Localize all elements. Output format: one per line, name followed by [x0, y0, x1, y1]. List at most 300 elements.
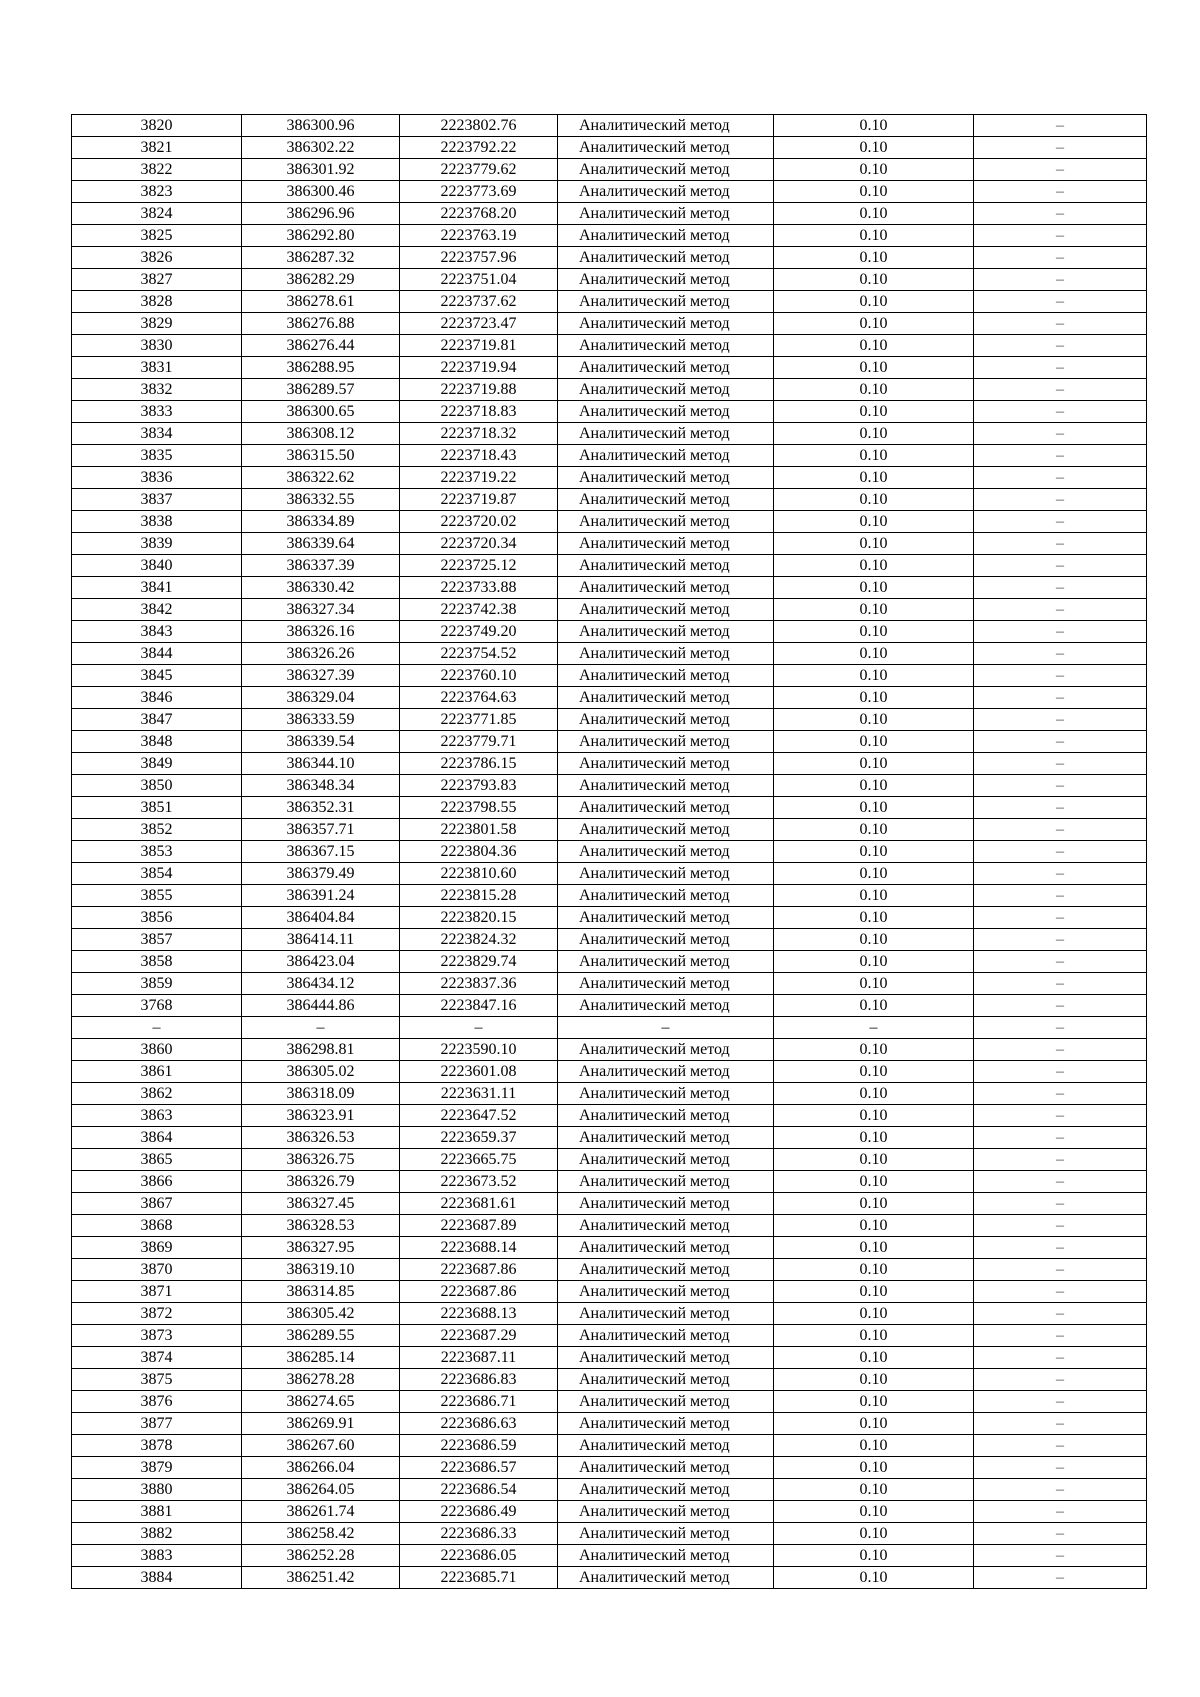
y-coordinate-cell: 2223601.08 [400, 1061, 558, 1083]
table-row [72, 313, 1147, 335]
table-row [72, 291, 1147, 313]
point-number-cell: 3868 [72, 1215, 242, 1237]
note-cell: – [974, 1369, 1147, 1391]
note-cell: – [974, 137, 1147, 159]
note-cell: – [974, 973, 1147, 995]
x-coordinate-cell: 386326.16 [242, 621, 400, 643]
accuracy-cell: 0.10 [774, 731, 974, 753]
note-cell: – [974, 907, 1147, 929]
note-cell: – [974, 379, 1147, 401]
y-coordinate-cell: 2223631.11 [400, 1083, 558, 1105]
method-cell: Аналитический метод [558, 247, 774, 269]
table-row [72, 445, 1147, 467]
method-cell: Аналитический метод [558, 775, 774, 797]
method-cell: Аналитический метод [558, 1523, 774, 1545]
x-coordinate-cell: 386352.31 [242, 797, 400, 819]
point-number-cell: 3883 [72, 1545, 242, 1567]
note-cell: – [974, 1259, 1147, 1281]
y-coordinate-cell: 2223719.22 [400, 467, 558, 489]
point-number-cell: 3880 [72, 1479, 242, 1501]
note-cell: – [974, 687, 1147, 709]
method-cell: Аналитический метод [558, 907, 774, 929]
note-cell: – [974, 1413, 1147, 1435]
method-cell: Аналитический метод [558, 1281, 774, 1303]
y-coordinate-cell: 2223687.86 [400, 1259, 558, 1281]
note-cell: – [974, 203, 1147, 225]
table-row [72, 1303, 1147, 1325]
x-coordinate-cell: 386278.28 [242, 1369, 400, 1391]
note-cell: – [974, 555, 1147, 577]
accuracy-cell: 0.10 [774, 687, 974, 709]
accuracy-cell: 0.10 [774, 951, 974, 973]
method-cell: Аналитический метод [558, 137, 774, 159]
accuracy-cell: 0.10 [774, 1567, 974, 1589]
y-coordinate-cell: 2223719.88 [400, 379, 558, 401]
table-row [72, 379, 1147, 401]
x-coordinate-cell: 386339.54 [242, 731, 400, 753]
accuracy-cell: 0.10 [774, 863, 974, 885]
point-number-cell: 3882 [72, 1523, 242, 1545]
note-cell: – [974, 225, 1147, 247]
method-cell: Аналитический метод [558, 1105, 774, 1127]
note-cell: – [974, 841, 1147, 863]
x-coordinate-cell: 386434.12 [242, 973, 400, 995]
table-row [72, 753, 1147, 775]
table-row [72, 467, 1147, 489]
accuracy-cell: 0.10 [774, 643, 974, 665]
table-row [72, 1039, 1147, 1061]
method-cell: Аналитический метод [558, 445, 774, 467]
y-coordinate-cell: 2223719.81 [400, 335, 558, 357]
point-number-cell: 3822 [72, 159, 242, 181]
table-row [72, 1567, 1147, 1589]
accuracy-cell: 0.10 [774, 1501, 974, 1523]
method-cell: Аналитический метод [558, 797, 774, 819]
table-row [72, 159, 1147, 181]
accuracy-cell: 0.10 [774, 225, 974, 247]
point-number-cell: 3847 [72, 709, 242, 731]
point-number-cell: 3826 [72, 247, 242, 269]
point-number-cell: 3877 [72, 1413, 242, 1435]
point-number-cell: 3864 [72, 1127, 242, 1149]
accuracy-cell: 0.10 [774, 1545, 974, 1567]
table-row [72, 247, 1147, 269]
table-row [72, 423, 1147, 445]
point-number-cell: 3835 [72, 445, 242, 467]
accuracy-cell: 0.10 [774, 1413, 974, 1435]
y-coordinate-cell: 2223686.57 [400, 1457, 558, 1479]
table-row [72, 511, 1147, 533]
x-coordinate-cell: 386330.42 [242, 577, 400, 599]
note-cell: – [974, 621, 1147, 643]
x-coordinate-cell: 386305.02 [242, 1061, 400, 1083]
accuracy-cell: 0.10 [774, 445, 974, 467]
method-cell: Аналитический метод [558, 1347, 774, 1369]
table-row [72, 1347, 1147, 1369]
x-coordinate-cell: 386344.10 [242, 753, 400, 775]
table-row [72, 1545, 1147, 1567]
point-number-cell: 3820 [72, 115, 242, 137]
accuracy-cell: 0.10 [774, 489, 974, 511]
table-row [72, 1149, 1147, 1171]
method-cell: Аналитический метод [558, 1567, 774, 1589]
accuracy-cell: 0.10 [774, 247, 974, 269]
table-row [72, 599, 1147, 621]
y-coordinate-cell: 2223763.19 [400, 225, 558, 247]
note-cell: – [974, 1193, 1147, 1215]
method-cell: Аналитический метод [558, 1215, 774, 1237]
x-coordinate-cell: 386326.75 [242, 1149, 400, 1171]
y-coordinate-cell: 2223687.29 [400, 1325, 558, 1347]
note-cell: – [974, 357, 1147, 379]
accuracy-cell: 0.10 [774, 907, 974, 929]
method-cell: Аналитический метод [558, 1061, 774, 1083]
method-cell: Аналитический метод [558, 335, 774, 357]
x-coordinate-cell: 386302.22 [242, 137, 400, 159]
x-coordinate-cell: 386328.53 [242, 1215, 400, 1237]
y-coordinate-cell: 2223768.20 [400, 203, 558, 225]
table-row [72, 1193, 1147, 1215]
accuracy-cell: 0.10 [774, 1281, 974, 1303]
x-coordinate-cell: 386404.84 [242, 907, 400, 929]
accuracy-cell: 0.10 [774, 1347, 974, 1369]
x-coordinate-cell: 386314.85 [242, 1281, 400, 1303]
accuracy-cell: 0.10 [774, 1237, 974, 1259]
table-row [72, 401, 1147, 423]
method-cell: Аналитический метод [558, 1325, 774, 1347]
x-coordinate-cell: 386348.34 [242, 775, 400, 797]
method-cell: Аналитический метод [558, 555, 774, 577]
method-cell: Аналитический метод [558, 1545, 774, 1567]
point-number-cell: 3840 [72, 555, 242, 577]
accuracy-cell: 0.10 [774, 775, 974, 797]
method-cell: Аналитический метод [558, 115, 774, 137]
point-number-cell: 3825 [72, 225, 242, 247]
point-number-cell: 3871 [72, 1281, 242, 1303]
point-number-cell: 3831 [72, 357, 242, 379]
table-row [72, 1215, 1147, 1237]
point-number-cell: 3859 [72, 973, 242, 995]
note-cell: – [974, 951, 1147, 973]
x-coordinate-cell: 386300.65 [242, 401, 400, 423]
point-number-cell: 3861 [72, 1061, 242, 1083]
point-number-cell: 3854 [72, 863, 242, 885]
note-cell: – [974, 1303, 1147, 1325]
method-cell: Аналитический метод [558, 973, 774, 995]
note-cell: – [974, 401, 1147, 423]
note-cell: – [974, 1149, 1147, 1171]
method-cell: Аналитический метод [558, 665, 774, 687]
y-coordinate-cell: 2223757.96 [400, 247, 558, 269]
method-cell: Аналитический метод [558, 753, 774, 775]
accuracy-cell: 0.10 [774, 797, 974, 819]
table-row [72, 951, 1147, 973]
note-cell: – [974, 1083, 1147, 1105]
point-number-cell: 3855 [72, 885, 242, 907]
point-number-cell: 3830 [72, 335, 242, 357]
x-coordinate-cell: 386296.96 [242, 203, 400, 225]
point-number-cell: 3865 [72, 1149, 242, 1171]
point-number-cell: 3842 [72, 599, 242, 621]
note-cell: – [974, 247, 1147, 269]
y-coordinate-cell: 2223798.55 [400, 797, 558, 819]
method-cell: Аналитический метод [558, 1391, 774, 1413]
accuracy-cell: 0.10 [774, 1303, 974, 1325]
y-coordinate-cell: 2223792.22 [400, 137, 558, 159]
method-cell: Аналитический метод [558, 489, 774, 511]
method-cell: Аналитический метод [558, 1149, 774, 1171]
method-cell: Аналитический метод [558, 1039, 774, 1061]
accuracy-cell: 0.10 [774, 511, 974, 533]
table-row [72, 775, 1147, 797]
accuracy-cell: 0.10 [774, 929, 974, 951]
accuracy-cell: 0.10 [774, 1523, 974, 1545]
y-coordinate-cell: 2223810.60 [400, 863, 558, 885]
point-number-cell: 3876 [72, 1391, 242, 1413]
x-coordinate-cell: 386276.88 [242, 313, 400, 335]
method-cell: Аналитический метод [558, 379, 774, 401]
note-cell: – [974, 929, 1147, 951]
y-coordinate-cell: 2223801.58 [400, 819, 558, 841]
method-cell: Аналитический метод [558, 1127, 774, 1149]
y-coordinate-cell: 2223802.76 [400, 115, 558, 137]
table-row [72, 269, 1147, 291]
x-coordinate-cell: 386298.81 [242, 1039, 400, 1061]
point-number-cell: 3821 [72, 137, 242, 159]
coordinates-table [71, 114, 1147, 1589]
table-row [72, 1061, 1147, 1083]
method-cell: Аналитический метод [558, 1479, 774, 1501]
y-coordinate-cell: 2223751.04 [400, 269, 558, 291]
point-number-cell: 3768 [72, 995, 242, 1017]
table-row [72, 1479, 1147, 1501]
y-coordinate-cell: 2223760.10 [400, 665, 558, 687]
note-cell: – [974, 753, 1147, 775]
y-coordinate-cell: 2223824.32 [400, 929, 558, 951]
accuracy-cell: 0.10 [774, 555, 974, 577]
y-coordinate-cell: 2223686.63 [400, 1413, 558, 1435]
method-cell: Аналитический метод [558, 511, 774, 533]
x-coordinate-cell: 386319.10 [242, 1259, 400, 1281]
x-coordinate-cell: 386289.57 [242, 379, 400, 401]
method-cell: Аналитический метод [558, 1171, 774, 1193]
method-cell: Аналитический метод [558, 401, 774, 423]
note-cell: – [974, 181, 1147, 203]
point-number-cell: 3874 [72, 1347, 242, 1369]
accuracy-cell: 0.10 [774, 1171, 974, 1193]
x-coordinate-cell: 386301.92 [242, 159, 400, 181]
method-cell: Аналитический метод [558, 599, 774, 621]
x-coordinate-cell: 386264.05 [242, 1479, 400, 1501]
method-cell: Аналитический метод [558, 885, 774, 907]
method-cell: Аналитический метод [558, 1193, 774, 1215]
note-cell: – [974, 313, 1147, 335]
note-cell: – [974, 643, 1147, 665]
y-coordinate-cell: 2223720.02 [400, 511, 558, 533]
table-row [72, 731, 1147, 753]
y-coordinate-cell: 2223688.14 [400, 1237, 558, 1259]
note-cell: – [974, 665, 1147, 687]
note-cell: – [974, 1281, 1147, 1303]
method-cell: Аналитический метод [558, 577, 774, 599]
method-cell: Аналитический метод [558, 1435, 774, 1457]
y-coordinate-cell: 2223685.71 [400, 1567, 558, 1589]
y-coordinate-cell: 2223723.47 [400, 313, 558, 335]
accuracy-cell: 0.10 [774, 973, 974, 995]
table-row [72, 995, 1147, 1017]
accuracy-cell: 0.10 [774, 1457, 974, 1479]
x-coordinate-cell: 386288.95 [242, 357, 400, 379]
accuracy-cell: 0.10 [774, 709, 974, 731]
x-coordinate-cell: 386315.50 [242, 445, 400, 467]
table-row [72, 577, 1147, 599]
x-coordinate-cell: 386339.64 [242, 533, 400, 555]
x-coordinate-cell: 386357.71 [242, 819, 400, 841]
note-cell: – [974, 489, 1147, 511]
note-cell: – [974, 863, 1147, 885]
note-cell: – [974, 1171, 1147, 1193]
y-coordinate-cell: 2223793.83 [400, 775, 558, 797]
note-cell: – [974, 1061, 1147, 1083]
y-coordinate-cell: 2223681.61 [400, 1193, 558, 1215]
method-cell: Аналитический метод [558, 159, 774, 181]
note-cell: – [974, 1127, 1147, 1149]
point-number-cell: 3829 [72, 313, 242, 335]
x-coordinate-cell: 386327.39 [242, 665, 400, 687]
x-coordinate-cell: 386327.95 [242, 1237, 400, 1259]
point-number-cell: 3869 [72, 1237, 242, 1259]
method-cell: Аналитический метод [558, 291, 774, 313]
y-coordinate-cell: 2223673.52 [400, 1171, 558, 1193]
x-coordinate-cell: 386326.53 [242, 1127, 400, 1149]
y-coordinate-cell: 2223686.05 [400, 1545, 558, 1567]
accuracy-cell: 0.10 [774, 533, 974, 555]
accuracy-cell: 0.10 [774, 357, 974, 379]
accuracy-cell: 0.10 [774, 401, 974, 423]
table-row [72, 1391, 1147, 1413]
point-number-cell: 3844 [72, 643, 242, 665]
accuracy-cell: 0.10 [774, 115, 974, 137]
table-row [72, 1171, 1147, 1193]
y-coordinate-cell: 2223687.86 [400, 1281, 558, 1303]
y-coordinate-cell: 2223733.88 [400, 577, 558, 599]
note-cell: – [974, 1347, 1147, 1369]
note-cell: – [974, 577, 1147, 599]
table-row [72, 1457, 1147, 1479]
accuracy-cell: 0.10 [774, 577, 974, 599]
y-coordinate-cell: 2223719.94 [400, 357, 558, 379]
note-cell: – [974, 1501, 1147, 1523]
accuracy-cell: 0.10 [774, 159, 974, 181]
point-number-cell: 3879 [72, 1457, 242, 1479]
table-row [72, 1105, 1147, 1127]
x-coordinate-cell: 386391.24 [242, 885, 400, 907]
x-coordinate-cell: 386269.91 [242, 1413, 400, 1435]
method-cell: Аналитический метод [558, 225, 774, 247]
y-coordinate-cell: 2223847.16 [400, 995, 558, 1017]
table-row [72, 1127, 1147, 1149]
accuracy-cell: 0.10 [774, 1325, 974, 1347]
x-coordinate-cell: 386278.61 [242, 291, 400, 313]
note-cell: – [974, 159, 1147, 181]
y-coordinate-cell: 2223771.85 [400, 709, 558, 731]
accuracy-cell: 0.10 [774, 1259, 974, 1281]
note-cell: – [974, 775, 1147, 797]
note-cell: – [974, 1237, 1147, 1259]
point-number-cell: 3852 [72, 819, 242, 841]
x-coordinate-cell: 386252.28 [242, 1545, 400, 1567]
table-row [72, 643, 1147, 665]
table-row [72, 225, 1147, 247]
x-coordinate-cell: 386305.42 [242, 1303, 400, 1325]
accuracy-cell: 0.10 [774, 819, 974, 841]
point-number-cell: 3862 [72, 1083, 242, 1105]
x-coordinate-cell: 386327.45 [242, 1193, 400, 1215]
method-cell: Аналитический метод [558, 181, 774, 203]
note-cell: – [974, 467, 1147, 489]
y-coordinate-cell: 2223725.12 [400, 555, 558, 577]
accuracy-cell: 0.10 [774, 1369, 974, 1391]
note-cell: – [974, 115, 1147, 137]
method-cell: Аналитический метод [558, 863, 774, 885]
accuracy-cell: 0.10 [774, 203, 974, 225]
table-row [72, 1083, 1147, 1105]
accuracy-cell: 0.10 [774, 1039, 974, 1061]
accuracy-cell: 0.10 [774, 1435, 974, 1457]
accuracy-cell: 0.10 [774, 1083, 974, 1105]
x-coordinate-cell: 386414.11 [242, 929, 400, 951]
point-number-cell: 3853 [72, 841, 242, 863]
point-number-cell: 3872 [72, 1303, 242, 1325]
x-coordinate-cell: 386308.12 [242, 423, 400, 445]
y-coordinate-cell: 2223688.13 [400, 1303, 558, 1325]
point-number-cell: 3857 [72, 929, 242, 951]
table-row [72, 709, 1147, 731]
y-coordinate-cell: 2223719.87 [400, 489, 558, 511]
y-coordinate-cell: 2223804.36 [400, 841, 558, 863]
note-cell: – [974, 1215, 1147, 1237]
table-row [72, 115, 1147, 137]
x-coordinate-cell: 386274.65 [242, 1391, 400, 1413]
x-coordinate-cell: 386300.96 [242, 115, 400, 137]
note-cell: – [974, 709, 1147, 731]
method-cell: Аналитический метод [558, 1259, 774, 1281]
accuracy-cell: 0.10 [774, 313, 974, 335]
method-cell: Аналитический метод [558, 203, 774, 225]
x-coordinate-cell: 386329.04 [242, 687, 400, 709]
table-row [72, 885, 1147, 907]
accuracy-cell: 0.10 [774, 335, 974, 357]
point-number-cell: 3848 [72, 731, 242, 753]
method-cell: Аналитический метод [558, 643, 774, 665]
method-cell: Аналитический метод [558, 1457, 774, 1479]
table-row [72, 1259, 1147, 1281]
y-coordinate-cell: 2223686.59 [400, 1435, 558, 1457]
y-coordinate-cell: 2223665.75 [400, 1149, 558, 1171]
table-row [72, 1413, 1147, 1435]
y-coordinate-cell: 2223686.33 [400, 1523, 558, 1545]
method-cell: – [558, 1017, 774, 1039]
note-cell: – [974, 1479, 1147, 1501]
note-cell: – [974, 819, 1147, 841]
x-coordinate-cell: 386292.80 [242, 225, 400, 247]
point-number-cell: 3867 [72, 1193, 242, 1215]
y-coordinate-cell: 2223737.62 [400, 291, 558, 313]
accuracy-cell: 0.10 [774, 269, 974, 291]
table-row [72, 203, 1147, 225]
method-cell: Аналитический метод [558, 1413, 774, 1435]
method-cell: Аналитический метод [558, 731, 774, 753]
